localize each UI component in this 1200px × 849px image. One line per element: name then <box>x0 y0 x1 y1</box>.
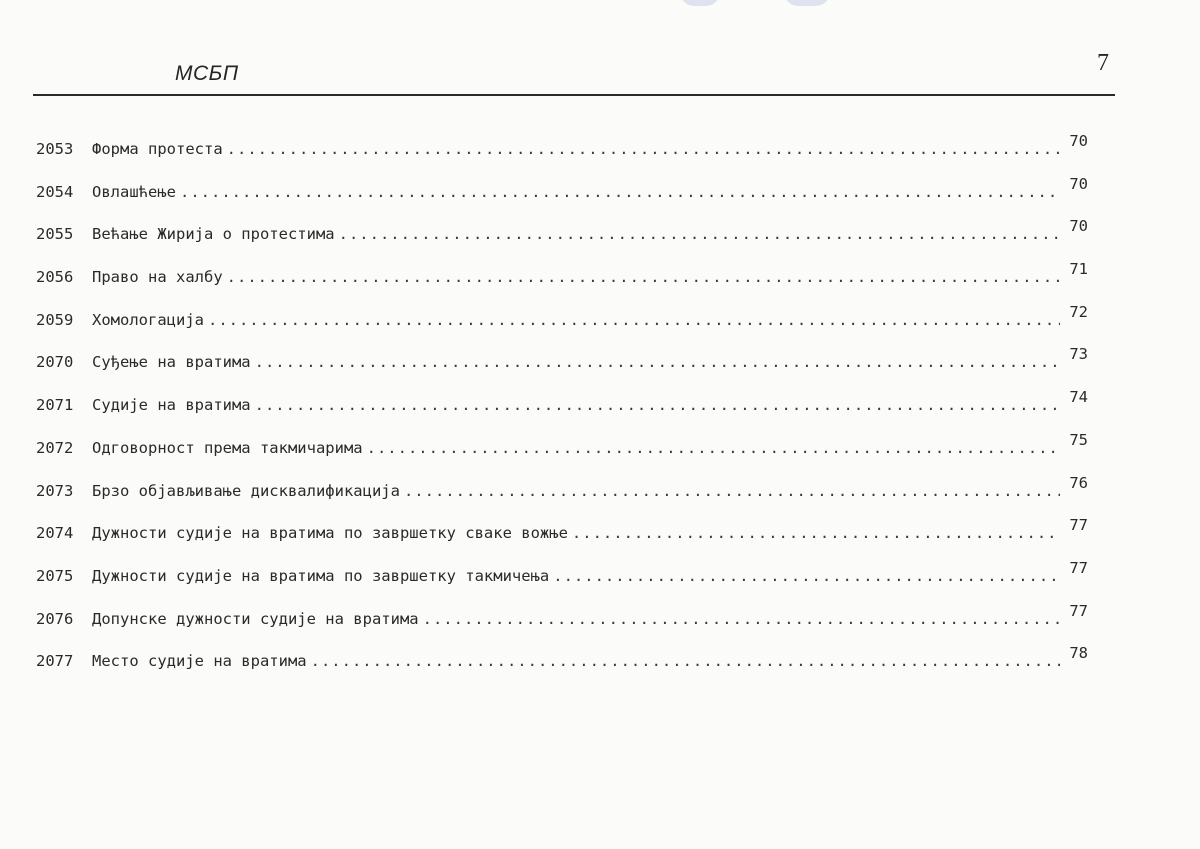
dot-leader <box>255 384 1060 427</box>
toc-entry-number: 2059 <box>36 310 74 329</box>
toc-entry-title: Хомологација <box>92 310 204 329</box>
toc-entry-number: 2054 <box>36 182 74 201</box>
toc-entry <box>36 299 1088 342</box>
toc-entry-title: Овлашћење <box>92 182 176 201</box>
toc-entry-page: 75 <box>1069 430 1088 449</box>
scan-artifact <box>784 0 830 6</box>
toc-entry-number: 2056 <box>36 268 74 287</box>
header-rule <box>33 94 1115 96</box>
toc-entry <box>36 341 1088 384</box>
toc-entry <box>36 640 1088 683</box>
toc-entry-number: 2070 <box>36 353 74 372</box>
toc-entry <box>36 555 1088 598</box>
toc-entry-number: 2074 <box>36 524 74 543</box>
page-header <box>33 50 1115 96</box>
toc-entry-title: Судије на вратима <box>92 396 251 415</box>
toc-entry-page: 72 <box>1069 302 1088 321</box>
toc-entry-title: Суђење на вратима <box>92 353 251 372</box>
toc-entry-page: 70 <box>1069 132 1088 150</box>
toc-entry <box>36 256 1088 299</box>
dot-leader <box>227 128 1060 171</box>
toc-entry-page: 77 <box>1069 558 1088 577</box>
toc-entry-page: 71 <box>1069 260 1088 279</box>
page-number: 7 <box>1097 50 1109 76</box>
toc-entry-title: Брзо објављивање дисквалификација <box>92 481 400 500</box>
dot-leader <box>227 256 1060 299</box>
toc-entry-title: Форма протеста <box>92 140 223 158</box>
dot-leader <box>255 341 1060 384</box>
toc-entry-title: Место судије на вратима <box>92 652 307 671</box>
toc-entry-title: Право на халбу <box>92 268 223 287</box>
toc-entry-page: 74 <box>1069 388 1088 407</box>
toc-entry-title: Дужности судије на вратима по завршетку сваке вожње <box>92 524 568 543</box>
dot-leader <box>572 512 1060 555</box>
dot-leader <box>404 470 1060 513</box>
dot-leader <box>553 555 1060 598</box>
toc-entry <box>36 213 1088 256</box>
toc-entry-page: 70 <box>1069 174 1088 193</box>
toc-entry-page: 77 <box>1069 601 1088 620</box>
toc-entry-title: Већање Жирија о протестима <box>92 225 335 244</box>
toc-entry-number: 2075 <box>36 566 74 585</box>
toc-entry-title: Одговорност према такмичарима <box>92 438 363 457</box>
toc-entry <box>36 171 1088 214</box>
table-of-contents <box>36 128 1088 683</box>
toc-entry-number: 2071 <box>36 396 74 415</box>
toc-entry <box>36 128 1088 171</box>
toc-entry-number: 2072 <box>36 438 74 457</box>
dot-leader <box>423 598 1060 641</box>
toc-entry <box>36 598 1088 641</box>
toc-entry-page: 70 <box>1069 217 1088 236</box>
dot-leader <box>208 299 1060 342</box>
toc-entry-number: 2077 <box>36 652 74 671</box>
toc-entry-page: 73 <box>1069 345 1088 364</box>
toc-entry <box>36 470 1088 513</box>
toc-entry-page: 77 <box>1069 516 1088 535</box>
toc-entry-title: Дужности судије на вратима по завршетку такмичења <box>92 566 550 585</box>
toc-entry-number: 2053 <box>36 140 74 158</box>
scan-artifact <box>680 0 720 6</box>
toc-entry-page: 78 <box>1069 644 1088 663</box>
dot-leader <box>339 213 1060 256</box>
toc-entry <box>36 512 1088 555</box>
toc-entry-number: 2076 <box>36 609 74 628</box>
toc-entry-page: 76 <box>1069 473 1088 492</box>
toc-entry-title: Допунске дужности судије на вратима <box>92 609 419 628</box>
running-title: МСБП <box>175 62 239 85</box>
dot-leader <box>311 640 1060 683</box>
toc-entry <box>36 427 1088 470</box>
dot-leader <box>367 427 1060 470</box>
toc-entry-number: 2055 <box>36 225 74 244</box>
toc-entry-number: 2073 <box>36 481 74 500</box>
toc-entry <box>36 384 1088 427</box>
dot-leader <box>180 171 1060 214</box>
